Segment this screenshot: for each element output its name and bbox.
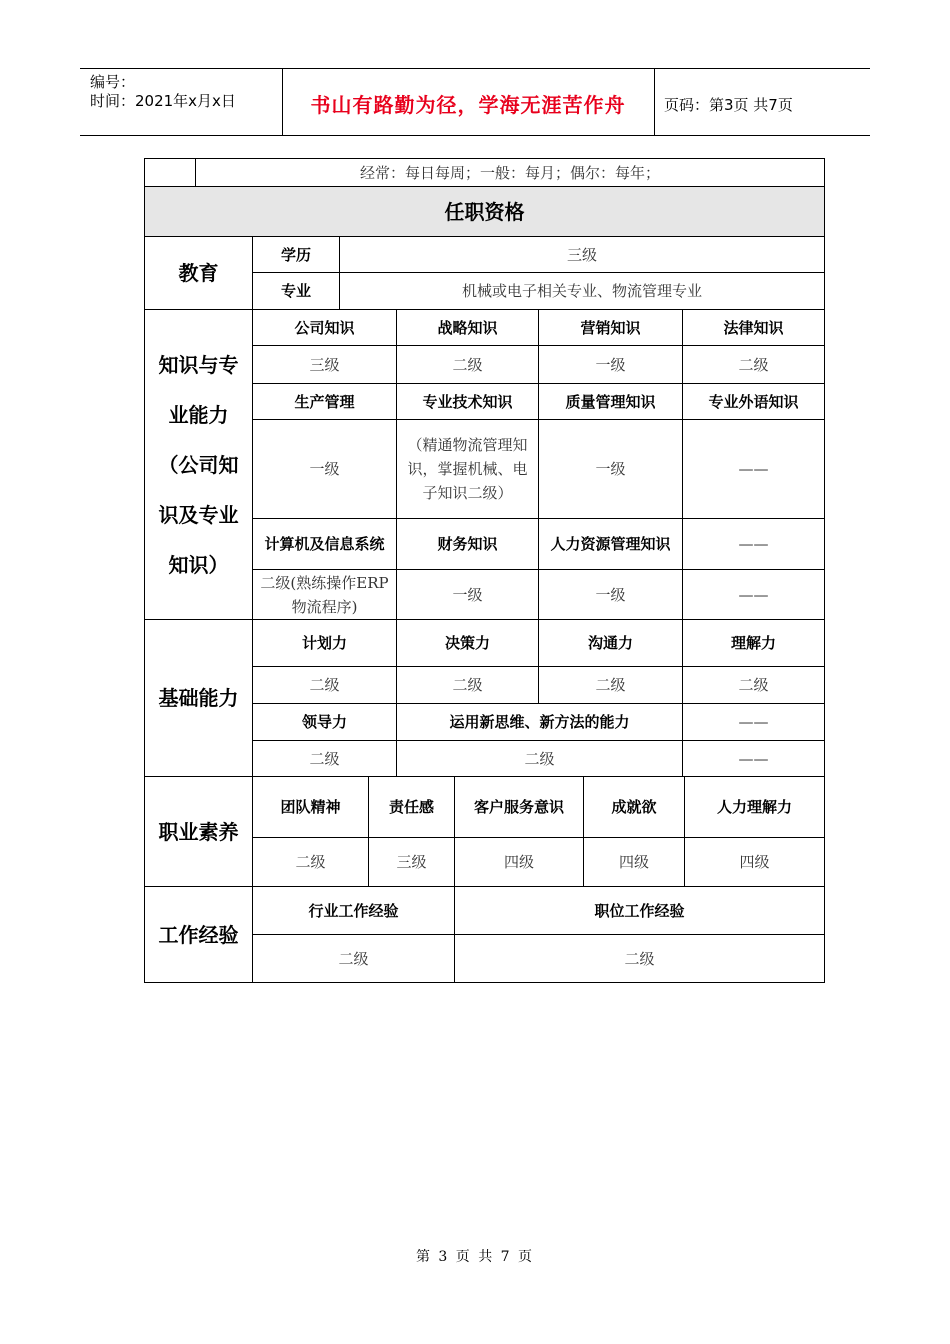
quality-header: 责任感	[388, 798, 434, 816]
table-rule	[396, 309, 397, 777]
ability-value: ——	[738, 749, 769, 768]
experience-header: 行业工作经验	[308, 901, 399, 920]
page-footer: 第 3 页 共 7 页	[415, 1249, 535, 1265]
ability-value: 二级	[595, 676, 626, 694]
table-rule	[144, 886, 825, 887]
table-rule	[368, 776, 369, 887]
document-number-label: 编号：	[90, 73, 136, 91]
knowledge-header: 计算机及信息系统	[264, 535, 385, 553]
work-experience-label: 工作经验	[158, 922, 239, 947]
table-rule	[144, 236, 825, 237]
header-divider	[654, 68, 655, 136]
quality-value: 三级	[396, 853, 427, 871]
experience-value: 二级	[338, 949, 369, 968]
ability-header: 计划力	[301, 634, 347, 652]
degree-value: 三级	[566, 245, 597, 264]
knowledge-label: 知识与专业能力（公司知识及专业知识）	[158, 352, 239, 577]
knowledge-header: ——	[738, 535, 769, 553]
knowledge-header: 战略知识	[437, 318, 498, 337]
knowledge-value: 二级(熟练操作ERP物流程序)	[260, 573, 389, 616]
ability-value: 二级	[309, 749, 340, 768]
ability-header: 决策力	[444, 634, 490, 652]
knowledge-value: 一级	[595, 355, 626, 374]
ability-value: 二级	[738, 676, 769, 694]
knowledge-header: 质量管理知识	[565, 392, 656, 411]
knowledge-value: ——	[738, 460, 769, 478]
table-rule	[252, 837, 825, 838]
table-rule	[684, 776, 685, 887]
quality-value: 四级	[739, 853, 770, 871]
table-rule	[682, 309, 683, 777]
table-rule	[252, 236, 253, 983]
table-border	[144, 158, 825, 159]
ability-header: 运用新思维、新方法的能力	[449, 713, 630, 731]
quality-header: 客户服务意识	[473, 798, 564, 816]
frequency-note: 经常：每日每周；一般：每月；偶尔：每年；	[359, 163, 660, 182]
page-indicator: 页码：第3页 共7页	[664, 96, 793, 114]
knowledge-value: 三级	[309, 355, 340, 374]
table-rule	[252, 740, 825, 741]
header-bottom-rule	[80, 135, 870, 136]
knowledge-value: （精通物流管理知识，掌握机械、电子知识二级）	[407, 436, 528, 502]
table-rule	[454, 776, 455, 983]
table-rule	[144, 776, 825, 777]
table-rule	[144, 186, 825, 187]
table-rule	[339, 236, 340, 310]
knowledge-header: 专业技术知识	[422, 392, 513, 411]
major-value: 机械或电子相关专业、物流管理专业	[461, 282, 702, 300]
table-border	[824, 158, 825, 983]
ability-header: ——	[738, 713, 769, 731]
knowledge-header: 生产管理	[294, 392, 355, 411]
knowledge-value: 一级	[309, 460, 340, 478]
degree-label: 学历	[280, 245, 311, 264]
knowledge-header: 法律知识	[723, 318, 784, 337]
knowledge-header: 营销知识	[580, 318, 641, 337]
quality-header: 人力理解力	[716, 798, 792, 816]
table-rule	[252, 272, 825, 273]
ability-value: 二级	[524, 749, 555, 768]
quality-header: 团队精神	[280, 798, 341, 816]
table-rule	[252, 934, 825, 935]
knowledge-header: 财务知识	[437, 535, 498, 553]
knowledge-value: 一级	[595, 460, 626, 478]
document-time: 时间：2021年x月x日	[90, 92, 236, 110]
table-rule	[195, 158, 196, 187]
ability-header: 沟通力	[587, 634, 633, 652]
knowledge-value: 一级	[452, 585, 483, 604]
table-rule	[144, 309, 825, 310]
quality-value: 四级	[618, 853, 649, 871]
table-border	[144, 158, 145, 983]
table-rule	[144, 619, 825, 620]
knowledge-header: 公司知识	[294, 318, 355, 337]
major-label: 专业	[280, 282, 311, 300]
table-rule	[538, 309, 539, 704]
header-motto: 书山有路勤为径，学海无涯苦作舟	[310, 93, 626, 117]
experience-value: 二级	[624, 949, 655, 968]
table-rule	[583, 776, 584, 887]
header-top-rule	[80, 68, 870, 69]
quality-header: 成就欲	[611, 798, 657, 816]
knowledge-value: 二级	[452, 355, 483, 374]
professional-quality-label: 职业素养	[158, 819, 239, 844]
ability-value: 二级	[309, 676, 340, 694]
knowledge-value: 二级	[738, 355, 769, 374]
experience-header: 职位工作经验	[594, 901, 685, 920]
knowledge-header: 人力资源管理知识	[550, 535, 671, 553]
education-label: 教育	[178, 261, 219, 285]
ability-value: 二级	[452, 676, 483, 694]
knowledge-header: 专业外语知识	[708, 392, 799, 411]
basic-ability-label: 基础能力	[158, 686, 239, 710]
section-title: 任职资格	[145, 187, 824, 236]
quality-value: 二级	[295, 853, 326, 871]
ability-header: 领导力	[301, 713, 347, 731]
knowledge-value: 一级	[595, 585, 626, 604]
ability-header: 理解力	[730, 634, 776, 652]
quality-value: 四级	[503, 853, 534, 871]
table-border	[144, 982, 825, 983]
knowledge-value: ——	[738, 585, 769, 604]
